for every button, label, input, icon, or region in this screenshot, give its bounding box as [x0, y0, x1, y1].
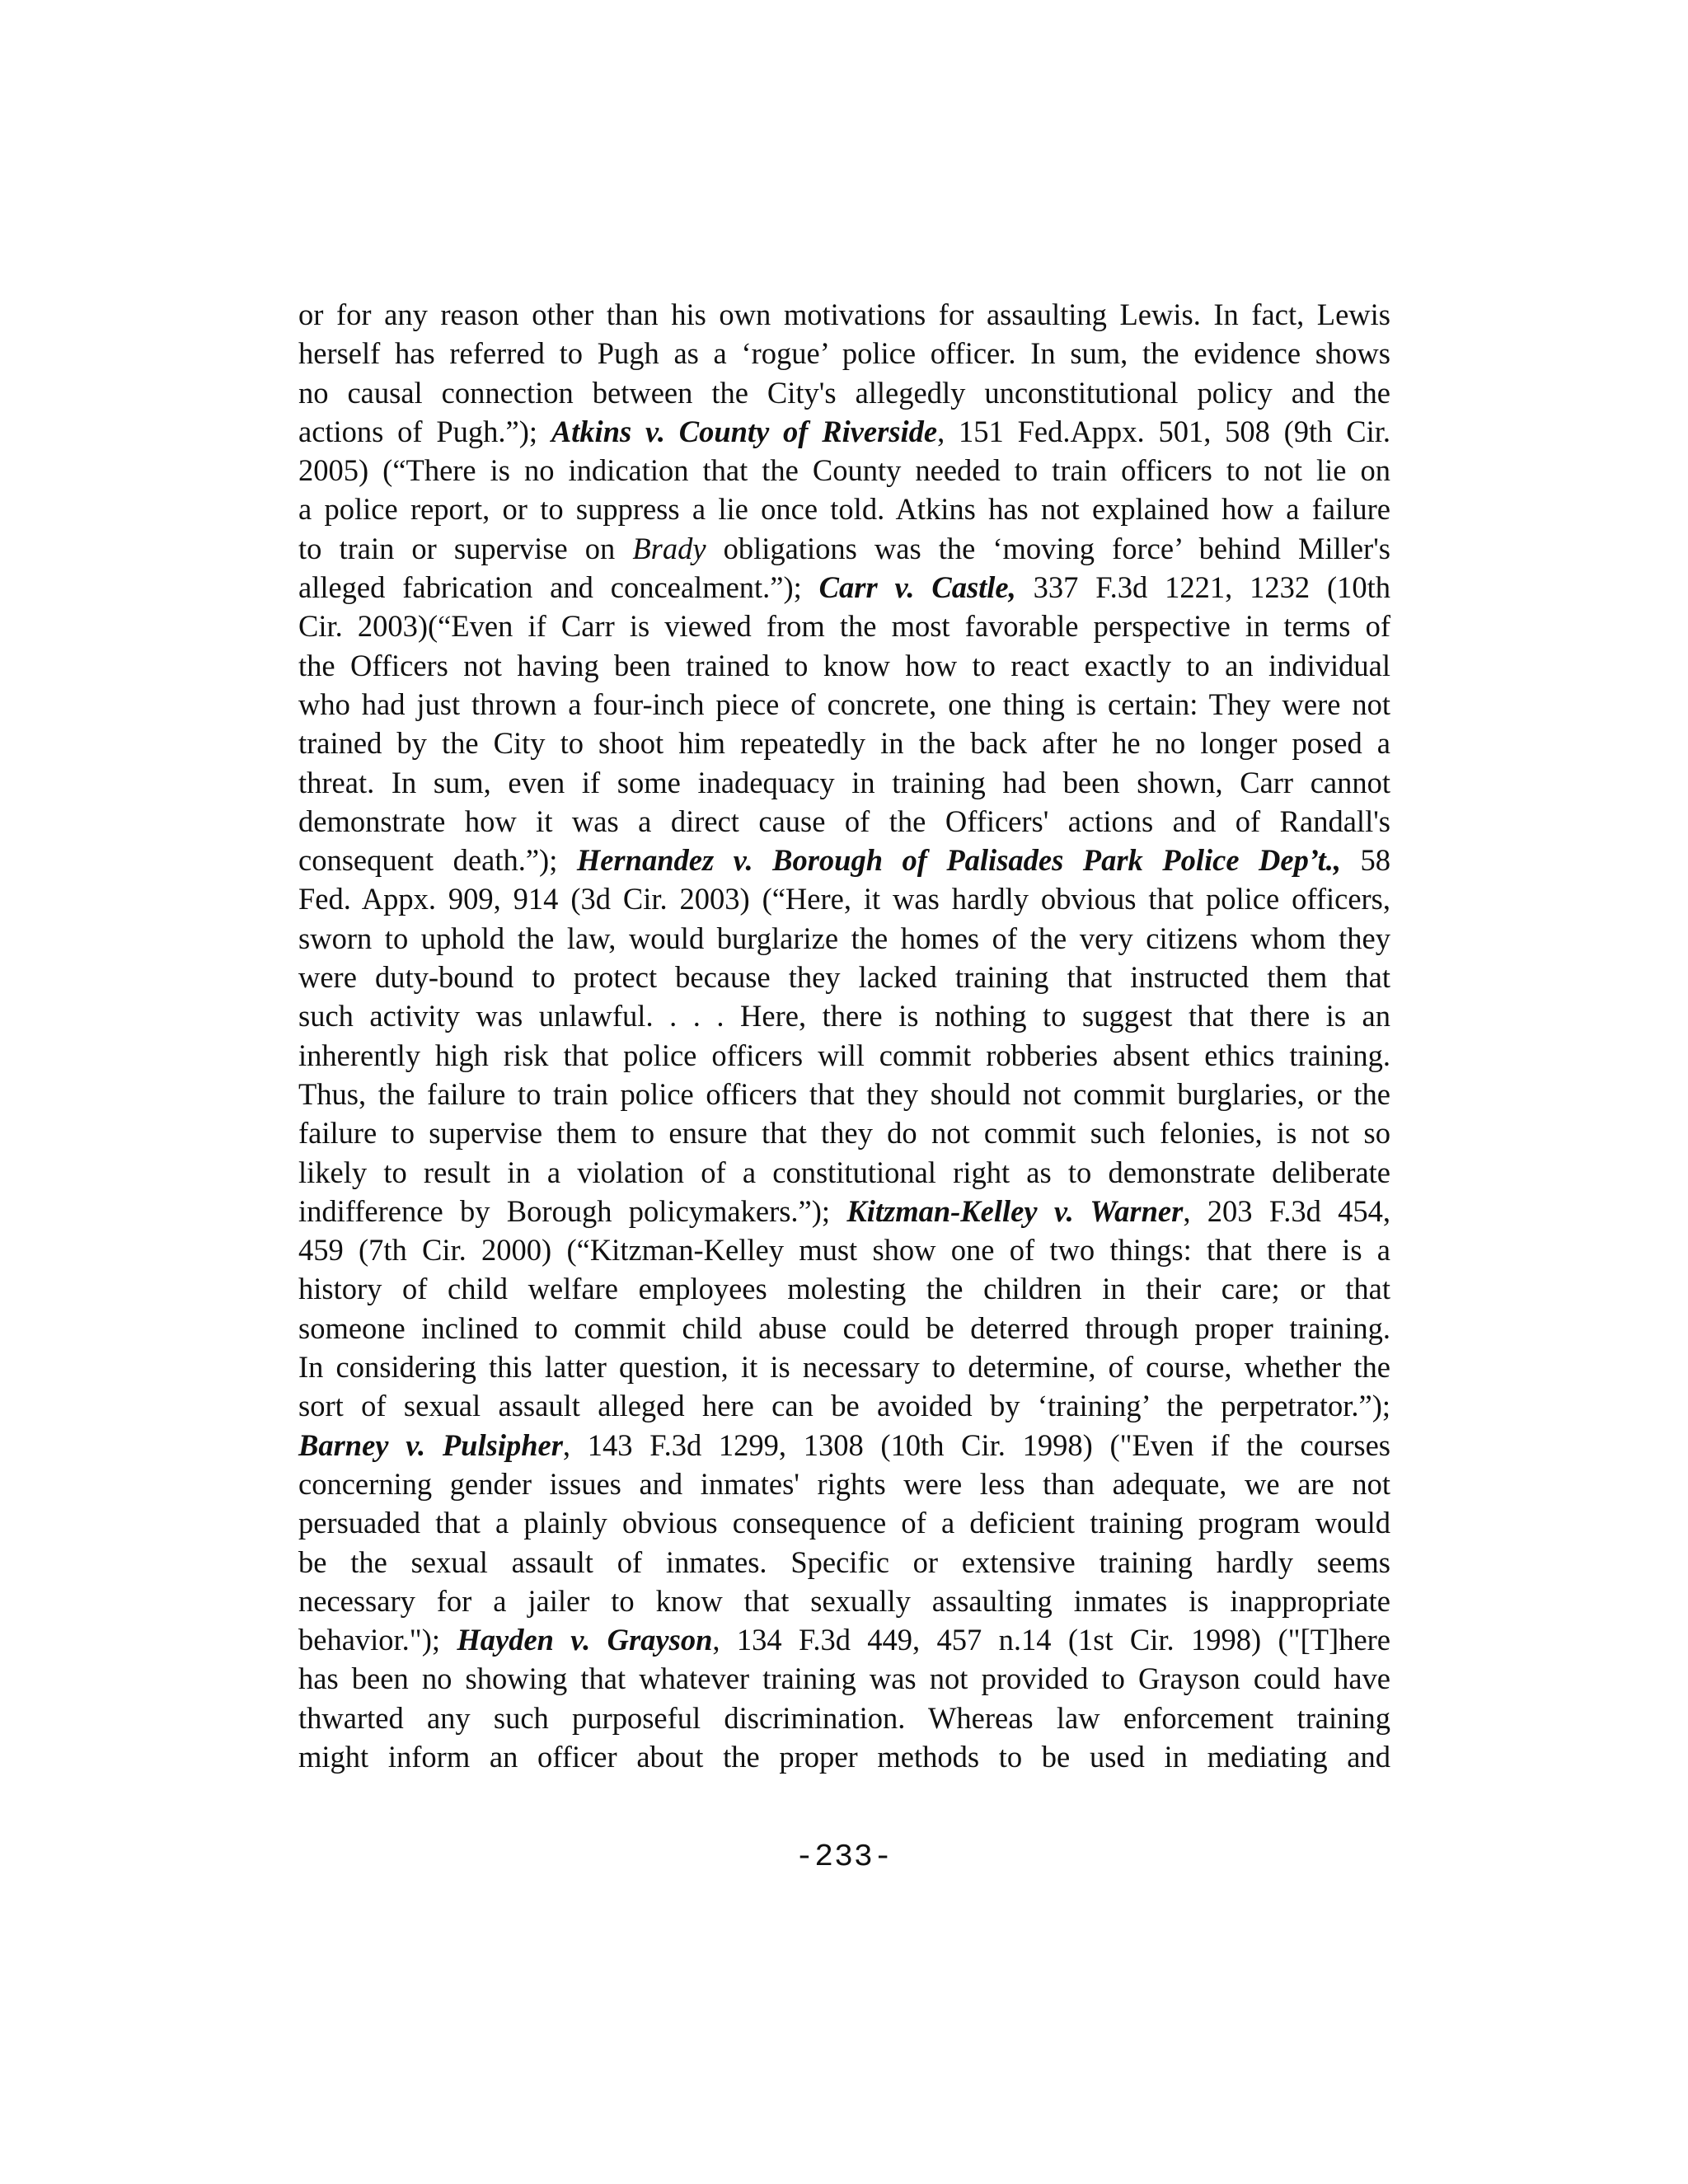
text-line: [298, 802, 1390, 841]
line-text: obligations was the ‘moving force’ behind Miller's: [706, 531, 1390, 565]
line-text: persuaded that a plainly obvious consequence of a deficient training program would: [298, 1506, 1390, 1540]
text-line: [298, 1465, 1390, 1503]
line-text: , 151 Fed.Appx. 501, 508 (9th Cir.: [937, 414, 1390, 448]
line-text: herself has referred to Pugh as a ‘rogue’ police officer. In sum, the evidence shows: [298, 336, 1390, 371]
line-text: 337 F.3d 1221, 1232 (10th: [1015, 570, 1390, 605]
text-line: [298, 1386, 1390, 1425]
document-body: [298, 295, 1390, 1776]
line-text: to train or supervise on: [298, 531, 633, 565]
line-text: concerning gender issues and inmates' rights were less than adequate, we are not: [298, 1466, 1390, 1501]
line-text: consequent death.”);: [298, 843, 577, 878]
line-text: 459 (7th Cir. 2000) (“Kitzman-Kelley must show one of two things: that there is a: [298, 1233, 1390, 1268]
line-text: such activity was unlawful. . . . Here, there is nothing to suggest that there is an: [298, 999, 1390, 1033]
text-line: [298, 412, 1390, 451]
case-citation: Hernandez v. Borough of Palisades Park Police Dep’t.,: [576, 843, 1342, 878]
text-line: [298, 568, 1390, 607]
text-line: [298, 1699, 1390, 1737]
text-line: [298, 724, 1390, 762]
line-text: sort of sexual assault alleged here can be avoided by ‘training’ the perpetrator.”);: [298, 1389, 1390, 1423]
text-line: [298, 1620, 1390, 1659]
case-citation: Barney v. Pulsipher: [298, 1427, 563, 1462]
line-text: sworn to uphold the law, would burglarize the homes of the very citizens whom they: [298, 921, 1390, 955]
line-text: likely to result in a violation of a constitutional right as to demonstrate deliberate: [298, 1155, 1390, 1189]
text-line: [298, 646, 1390, 685]
case-citation: Carr v. Castle,: [818, 570, 1016, 605]
text-line: [298, 1503, 1390, 1542]
text-line: [298, 607, 1390, 645]
line-text: , 203 F.3d 454,: [1183, 1193, 1390, 1228]
text-line: [298, 334, 1390, 373]
line-text: inherently high risk that police officers will commit robberies absent ethics training.: [298, 1038, 1390, 1072]
text-line: [298, 1192, 1390, 1230]
text-line: [298, 1113, 1390, 1152]
text-line: [298, 1075, 1390, 1113]
line-text: 58: [1341, 843, 1391, 878]
line-text: no causal connection between the City's allegedly unconstitutional policy and the: [298, 375, 1390, 410]
page-number: -233-: [795, 1840, 893, 1875]
text-line: [298, 373, 1390, 412]
text-line: [298, 841, 1390, 879]
text-line: [298, 295, 1390, 334]
text-line: [298, 763, 1390, 802]
line-text: , 143 F.3d 1299, 1308 (10th Cir. 1998) ("Even if the courses: [562, 1427, 1390, 1462]
text-line: [298, 1036, 1390, 1075]
line-text: be the sexual assault of inmates. Specific or extensive training hardly seems: [298, 1544, 1390, 1579]
text-line: [298, 958, 1390, 996]
line-text: or for any reason other than his own motivations for assaulting Lewis. In fact, Lewis: [298, 298, 1390, 331]
text-line: [298, 1582, 1390, 1620]
line-text: Cir. 2003)(“Even if Carr is viewed from the most favorable perspective in terms of: [298, 609, 1390, 644]
line-text: might inform an officer about the proper methods to be used in mediating and: [298, 1739, 1390, 1774]
text-line: [298, 879, 1390, 918]
text-line: [298, 996, 1390, 1035]
line-text: threat. In sum, even if some inadequacy in training had been shown, Carr cannot: [298, 765, 1390, 799]
text-line: [298, 1347, 1390, 1386]
italic-term: Brady: [632, 531, 706, 565]
line-text: someone inclined to commit child abuse could be deterred through proper training.: [298, 1310, 1390, 1345]
line-text: a police report, or to suppress a lie once told. Atkins has not explained how a failure: [298, 492, 1390, 527]
line-text: who had just thrown a four-inch piece of concrete, one thing is certain: They were not: [298, 687, 1390, 721]
line-text: Thus, the failure to train police officers that they should not commit burglaries, or the: [298, 1076, 1390, 1111]
line-text: , 134 F.3d 449, 457 n.14 (1st Cir. 1998) ("[T]here: [712, 1623, 1390, 1657]
line-text: Fed. Appx. 909, 914 (3d Cir. 2003) (“Here, it was hardly obvious that police officers,: [298, 882, 1390, 916]
line-text: were duty-bound to protect because they lacked training that instructed them that: [298, 960, 1390, 995]
text-line: [298, 1309, 1390, 1347]
line-text: has been no showing that whatever training was not provided to Grayson could have: [298, 1661, 1390, 1696]
case-citation: Atkins v. County of Riverside: [551, 414, 938, 448]
text-line: [298, 1543, 1390, 1582]
line-text: history of child welfare employees molesting the children in their care; or that: [298, 1272, 1390, 1306]
text-line: [298, 451, 1390, 490]
text-line: [298, 919, 1390, 958]
line-text: alleged fabrication and concealment.”);: [298, 570, 819, 605]
text-line: [298, 490, 1390, 528]
line-text: the Officers not having been trained to know how to react exactly to an individual: [298, 648, 1390, 682]
line-text: 2005) (“There is no indication that the County needed to train officers to not lie on: [298, 453, 1390, 488]
text-line: [298, 1269, 1390, 1308]
line-text: In considering this latter question, it is necessary to determine, of course, whether the: [298, 1350, 1390, 1385]
case-citation: Hayden v. Grayson: [457, 1623, 713, 1657]
text-line: [298, 1153, 1390, 1192]
line-text: failure to supervise them to ensure that they do not commit such felonies, is not so: [298, 1116, 1390, 1151]
text-line: [298, 1426, 1390, 1465]
text-line: [298, 529, 1390, 568]
line-text: trained by the City to shoot him repeatedly in the back after he no longer posed a: [298, 726, 1390, 761]
text-line: [298, 685, 1390, 724]
line-text: actions of Pugh.”);: [298, 414, 551, 448]
line-text: necessary for a jailer to know that sexually assaulting inmates is inappropriate: [298, 1583, 1390, 1618]
text-line: [298, 1659, 1390, 1698]
case-citation: Kitzman-Kelley v. Warner: [846, 1193, 1184, 1228]
line-text: demonstrate how it was a direct cause of the Officers' actions and of Randall's: [298, 804, 1390, 838]
text-line: [298, 1737, 1390, 1776]
line-text: indifference by Borough policymakers.”);: [298, 1193, 847, 1228]
line-text: behavior.");: [298, 1623, 457, 1657]
text-line: [298, 1230, 1390, 1269]
line-text: thwarted any such purposeful discrimination. Whereas law enforcement training: [298, 1700, 1390, 1735]
